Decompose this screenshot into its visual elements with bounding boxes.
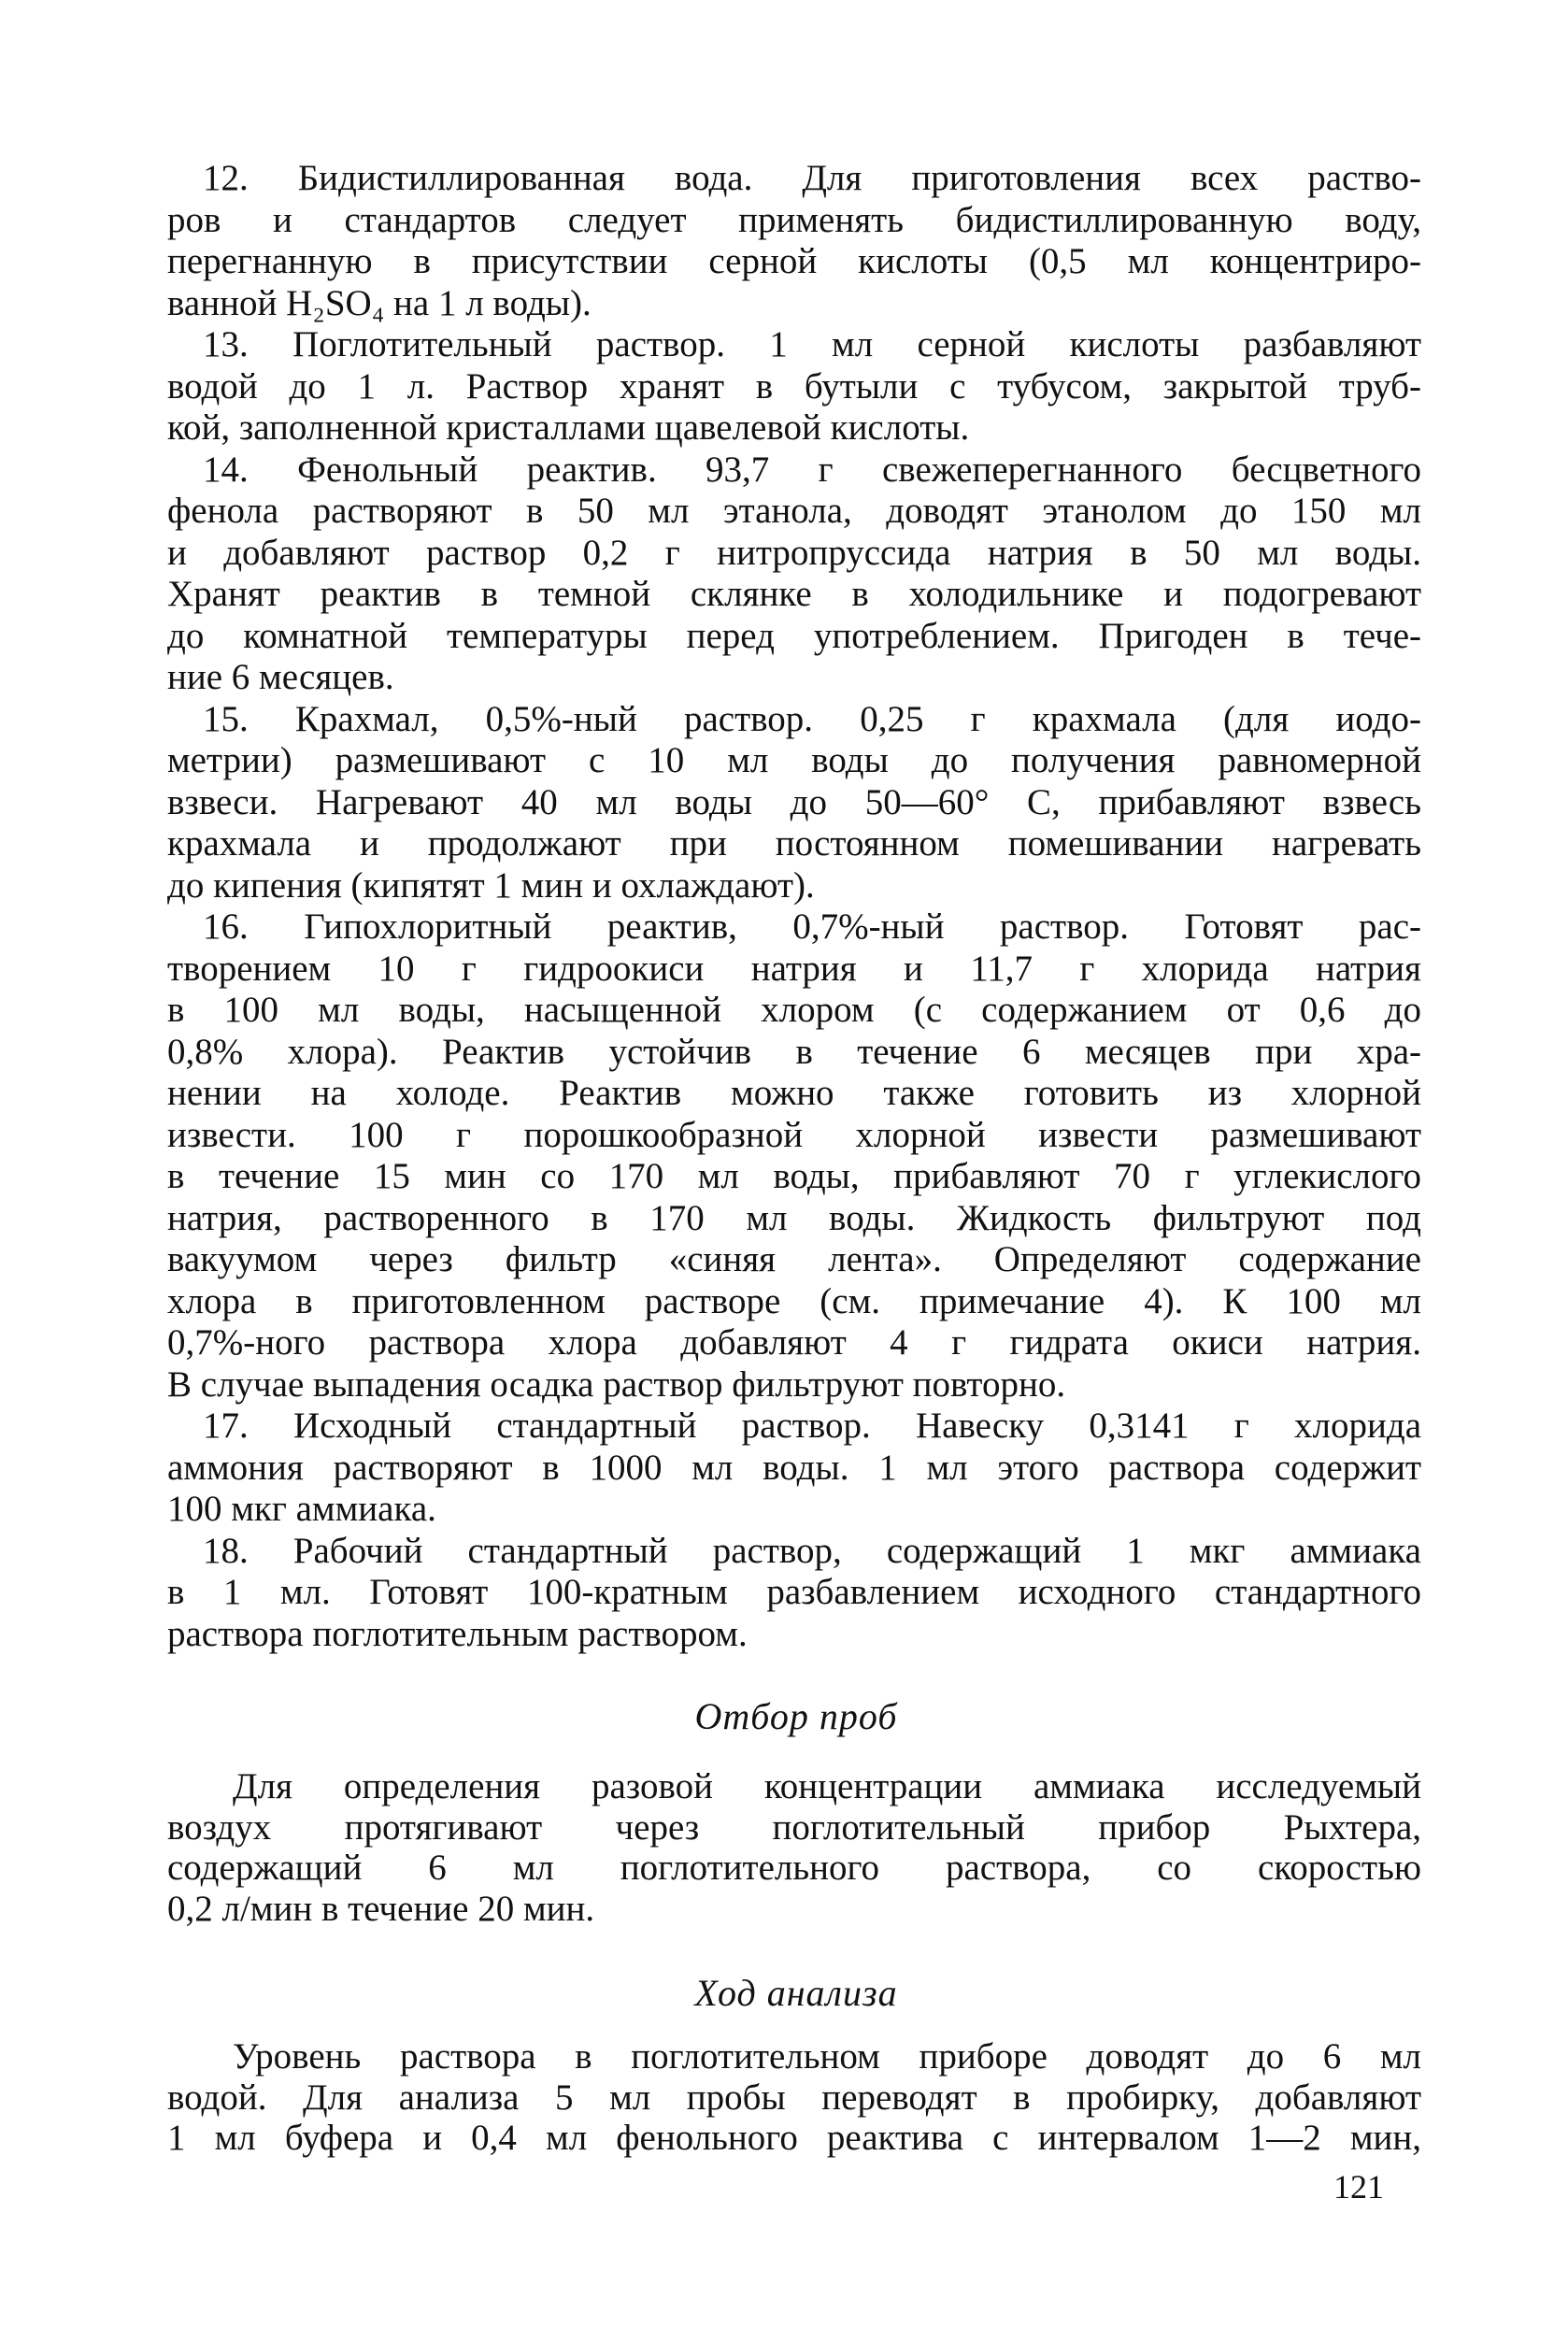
text-line: воздух протягивают через поглотительный прибор Рыхтера, (167, 1806, 1421, 1848)
text-line: творением 10 г гидроокиси натрия и 11,7 г хлорида натрия (167, 948, 1421, 989)
text-line: в 100 мл воды, насыщенной хлором (с содержанием от 0,6 до (167, 990, 1421, 1030)
text-line: 1 мл буфера и 0,4 мл фенольного реактива с интервалом 1—2 мин, (167, 2118, 1421, 2158)
text-line: перегнанную в присутствии серной кислоты (0,5 мл концентриро- (167, 241, 1421, 281)
text-line: до комнатной температуры перед употреблением. Пригоден в тече- (167, 615, 1421, 656)
text-line: фенола растворяют в 50 мл этанола, доводят этанолом до 150 мл (167, 491, 1421, 531)
text-line: метрии) размешивают с 10 мл воды до получения равномерной (167, 740, 1421, 780)
text-line: 0,7%-ного раствора хлора добавляют 4 г гидрата окиси натрия. (167, 1322, 1421, 1363)
text-line: 12. Бидистиллированная вода. Для приготовления всех раство- (203, 158, 1421, 198)
text-line: водой до 1 л. Раствор хранят в бутыли с тубусом, закрытой труб- (167, 365, 1421, 407)
text-line: ванной H₂SO₄ на 1 л воды). (167, 282, 592, 323)
text-line: вакуумом через фильтр «синяя лента». Определяют содержание (167, 1239, 1421, 1279)
text-line: кой, заполненной кристаллами щавелевой кислоты. (167, 407, 970, 448)
text-line: содержащий 6 мл поглотительного раствора, со скоростью (167, 1848, 1421, 1888)
text-line: ров и стандартов следует применять бидистиллированную воду, (167, 199, 1421, 240)
text-line: извести. 100 г порошкообразной хлорной извести размешивают (167, 1114, 1421, 1155)
section-heading-analysis: Ход анализа (694, 1972, 898, 2014)
text-line: 100 мкг аммиака. (167, 1489, 436, 1529)
text-line: раствора поглотительным раствором. (167, 1613, 748, 1654)
text-line: до кипения (кипятят 1 мин и охлаждают). (167, 864, 815, 906)
text-line: водой. Для анализа 5 мл пробы переводят в пробирку, добавляют (167, 2077, 1421, 2118)
text-line: 17. Исходный стандартный раствор. Навеску 0,3141 г хлорида (203, 1406, 1421, 1446)
text-line: нении на холоде. Реактив можно также готовить из хлорной (167, 1073, 1421, 1113)
text-line: ние 6 месяцев. (167, 657, 394, 697)
text-line: 0,2 л/мин в течение 20 мин. (167, 1888, 595, 1929)
text-line: и добавляют раствор 0,2 г нитропруссида натрия в 50 мл воды. (167, 532, 1421, 573)
text-line: крахмала и продолжают при постоянном помешивании нагревать (167, 823, 1421, 864)
text-line: хлора в приготовленном растворе (см. примечание 4). К 100 мл (167, 1280, 1421, 1321)
text-line: Уровень раствора в поглотительном приборе доводят до 6 мл (233, 2036, 1421, 2077)
text-line: аммония растворяют в 1000 мл воды. 1 мл этого раствора содержит (167, 1447, 1421, 1488)
text-line: взвеси. Нагревают 40 мл воды до 50—60° С, прибавляют взвесь (167, 781, 1421, 822)
text-line: 13. Поглотительный раствор. 1 мл серной кислоты разбавляют (203, 324, 1421, 364)
text-line: 0,8% хлора). Реактив устойчив в течение 6 месяцев при хра- (167, 1031, 1421, 1072)
text-line: Для определения разовой концентрации аммиака исследуемый (233, 1766, 1421, 1806)
text-line: натрия, растворенного в 170 мл воды. Жидкость фильтруют под (167, 1197, 1421, 1238)
text-line: 18. Рабочий стандартный раствор, содержащий 1 мкг аммиака (203, 1530, 1421, 1571)
text-line: в течение 15 мин со 170 мл воды, прибавляют 70 г углекислого (167, 1156, 1421, 1196)
text-line: 14. Фенольный реактив. 93,7 г свежеперегнанного бесцветного (203, 449, 1421, 490)
text-line: Хранят реактив в темной склянке в холодильнике и подогревают (167, 574, 1421, 614)
page-number: 121 (1333, 2168, 1384, 2205)
text-line: 16. Гипохлоритный реактив, 0,7%-ный раствор. Готовят рас- (203, 906, 1421, 947)
text-line: 15. Крахмал, 0,5%-ный раствор. 0,25 г крахмала (для иодо- (203, 698, 1421, 739)
text-line: В случае выпадения осадка раствор фильтруют повторно. (167, 1363, 1066, 1405)
text-line: в 1 мл. Готовят 100-кратным разбавлением исходного стандартного (167, 1572, 1421, 1612)
section-heading-sampling: Отбор проб (694, 1695, 898, 1737)
